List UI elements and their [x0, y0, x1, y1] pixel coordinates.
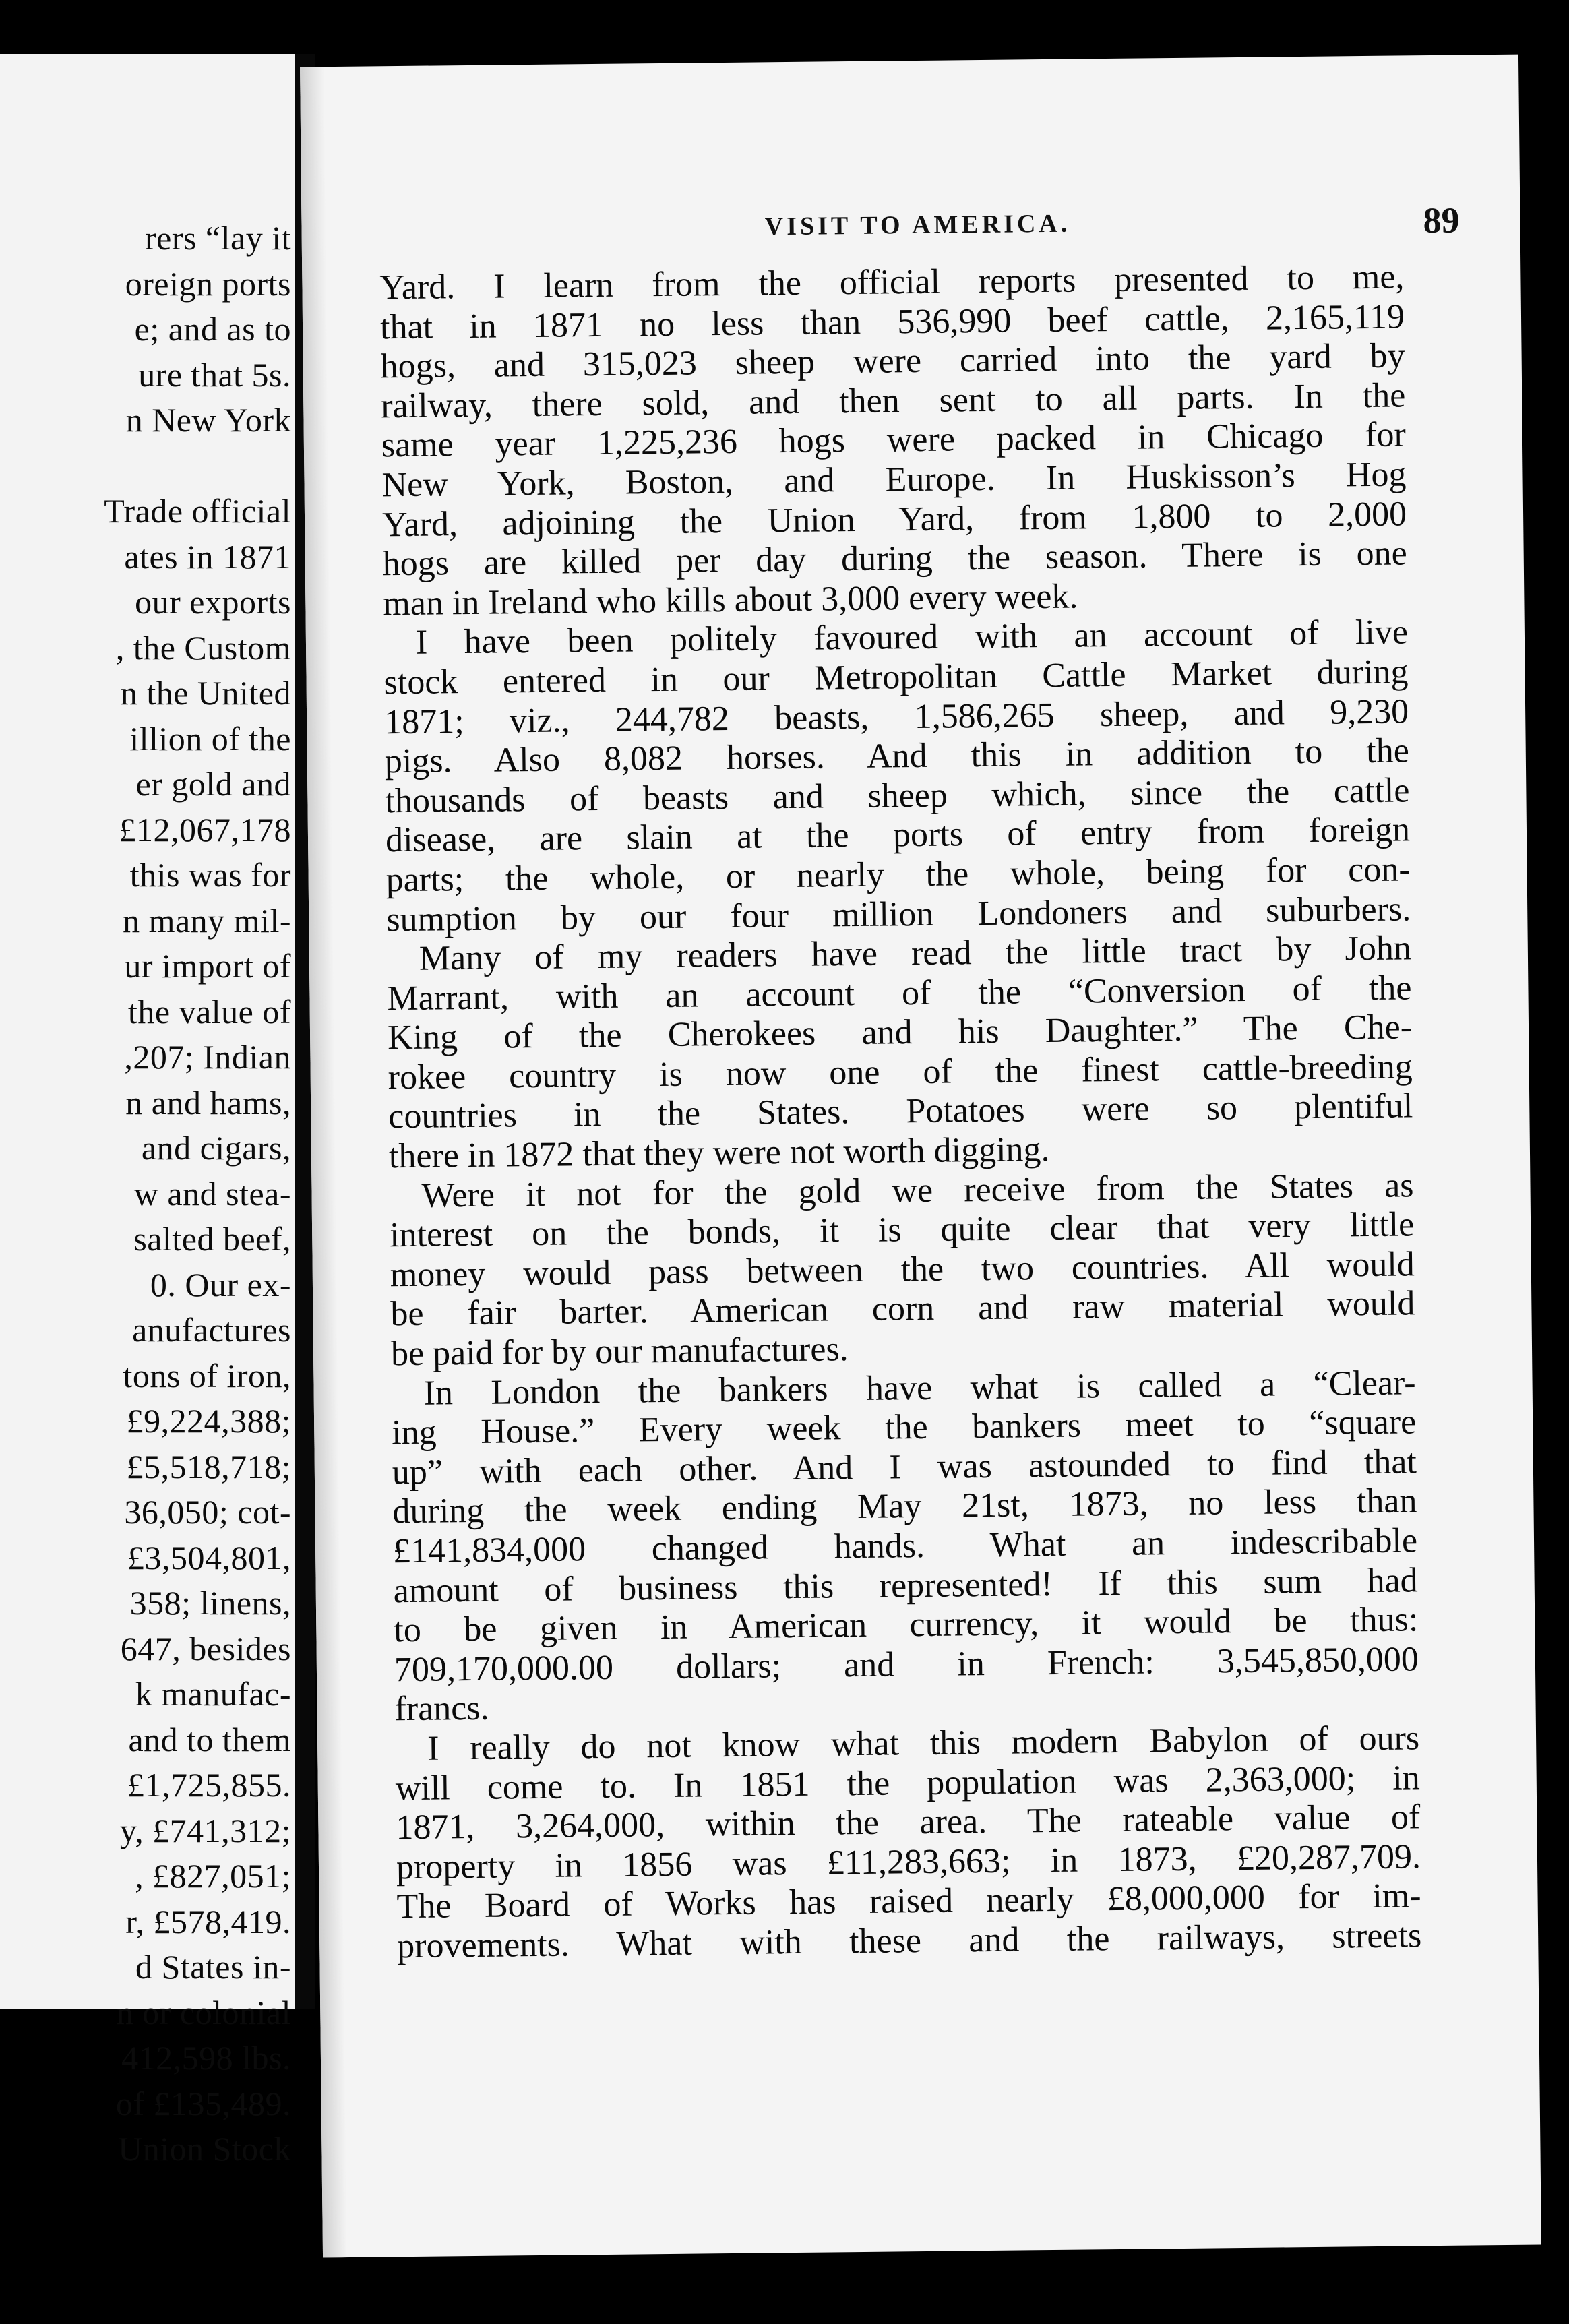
- text-line: stock entered in our Metropolitan Cattle Market during: [383, 652, 1409, 702]
- left-page-line: illion of the: [129, 719, 291, 758]
- text-line: ing House.” Every week the bankers meet to “square: [391, 1403, 1417, 1452]
- left-page-line: n the United: [120, 674, 291, 712]
- text-line: disease, are slain at the ports of entry from foreign: [385, 810, 1411, 860]
- left-page-line: £3,504,801,: [127, 1538, 291, 1577]
- text-line: there in 1872 that they were not worth digging.: [388, 1130, 1050, 1176]
- left-page-line: n New York: [125, 401, 291, 439]
- text-line: will come to. In 1851 the population was 2,363,000; in: [395, 1758, 1420, 1808]
- text-line: countries in the States. Potatoes were so plentiful: [388, 1087, 1413, 1136]
- running-head-title: VISIT TO AMERICA.: [764, 209, 1071, 241]
- text-line: railway, there sold, and then sent to all parts. In the: [381, 376, 1406, 426]
- left-page-line: 36,050; cot-: [124, 1493, 291, 1531]
- left-page-line: , the Custom: [115, 628, 291, 667]
- text-line: pigs. Also 8,082 horses. And this in addition to the: [384, 731, 1410, 781]
- text-line: during the week ending May 21st, 1873, no less than: [392, 1481, 1417, 1531]
- left-page-line: tons of iron,: [123, 1356, 291, 1395]
- left-page-line: and to them: [128, 1720, 291, 1759]
- text-line: same year 1,225,236 hogs were packed in Chicago for: [381, 415, 1407, 465]
- text-line: be fair barter. American corn and raw material would: [390, 1284, 1415, 1334]
- text-line: francs.: [394, 1689, 489, 1729]
- left-page-line: the value of: [127, 992, 291, 1031]
- left-page-line: 647, besides: [120, 1629, 291, 1668]
- left-page-line: y, £741,312;: [119, 1811, 291, 1849]
- text-line: 1871; viz., 244,782 beasts, 1,586,265 sheep, and 9,230: [383, 692, 1409, 741]
- left-page: [0, 54, 315, 2168]
- text-line: to be given in American currency, it would be thus:: [394, 1600, 1419, 1650]
- left-page-line: er gold and: [135, 765, 291, 803]
- left-page-line: d States in-: [135, 1948, 291, 1986]
- left-page-line: n many mil-: [123, 901, 291, 940]
- left-page-line: rers “lay it: [144, 219, 291, 257]
- text-line: money would pass between the two countries. All would: [390, 1245, 1415, 1295]
- left-page-line: £9,224,388;: [126, 1402, 291, 1440]
- text-line: Yard. I learn from the official reports presented to me,: [379, 257, 1405, 307]
- text-line: 709,170,000.00 dollars; and in French: 3,545,850,000: [394, 1640, 1419, 1690]
- left-page-line: and cigars,: [141, 1129, 291, 1167]
- left-page-line: anufactures: [132, 1311, 291, 1349]
- left-page-line: 0. Our ex-: [150, 1265, 291, 1304]
- text-line: rokee country is now one of the finest cattle-breeding: [388, 1047, 1413, 1097]
- left-page-line: this was for: [129, 856, 291, 894]
- text-line: The Board of Works has raised nearly £8,000,000 for im-: [396, 1876, 1421, 1926]
- left-page-line: of £135,489.: [115, 2084, 291, 2122]
- left-page-text: [0, 216, 291, 2172]
- running-head: [369, 200, 1467, 256]
- paragraph-first-line: I have been politely favoured with an account of live: [415, 613, 1409, 663]
- text-line: King of the Cherokees and his Daughter.” The Che-: [387, 1008, 1413, 1058]
- left-page-line: £5,518,718;: [126, 1447, 291, 1486]
- text-line: up” with each other. And I was astounded to find that: [392, 1442, 1417, 1492]
- text-line: hogs, and 315,023 sheep were carried into the yard by: [380, 336, 1405, 386]
- text-line: £141,834,000 changed hands. What an indescribable: [392, 1521, 1418, 1571]
- left-page-line: 358; linens,: [129, 1584, 291, 1622]
- left-page-line: 412,598 lbs.: [121, 2039, 291, 2077]
- left-page-line: Trade official: [104, 492, 291, 530]
- text-line: be paid for by our manufactures.: [390, 1330, 849, 1374]
- left-page-line: n and hams,: [125, 1083, 291, 1122]
- text-line: sumption by our four million Londoners and suburbers.: [386, 889, 1411, 939]
- text-line: provements. What with these and the railways, streets: [396, 1916, 1422, 1966]
- left-page-line: [0, 444, 291, 489]
- paragraph-first-line: Many of my readers have read the little tract by John: [419, 929, 1412, 978]
- page-number: 89: [1423, 200, 1460, 241]
- text-line: interest on the bonds, it is quite clear that very little: [389, 1205, 1415, 1255]
- text-line: hogs are killed per day during the season. There is one: [382, 534, 1407, 584]
- left-page-line: salted beef,: [133, 1220, 291, 1258]
- text-line: amount of business this represented! If this sum had: [393, 1560, 1418, 1610]
- left-page-line: our exports: [135, 583, 291, 621]
- text-line: property in 1856 was £11,283,663; in 1873, £20,287,709.: [396, 1837, 1421, 1887]
- text-line: Marrant, with an account of the “Conversion of the: [387, 969, 1412, 1018]
- left-page-line: £12,067,178: [119, 810, 291, 849]
- paragraph-first-line: In London the bankers have what is called a “Clear-: [423, 1363, 1416, 1413]
- left-page-line: e; and as to: [134, 310, 291, 348]
- text-line: that in 1871 no less than 536,990 beef cattle, 2,165,119: [379, 297, 1405, 346]
- text-line: parts; the whole, or nearly the whole, being for con-: [386, 850, 1411, 900]
- left-page-line: w and stea-: [133, 1174, 291, 1213]
- left-page-line: k manufac-: [135, 1675, 291, 1713]
- paragraph-first-line: I really do not know what this modern Babylon of ours: [427, 1719, 1420, 1768]
- left-page-line: ,207; Indian: [124, 1038, 291, 1076]
- text-line: man in Ireland who kills about 3,000 every week.: [383, 577, 1078, 623]
- body-text: [379, 257, 1421, 1966]
- left-page-line: ur import of: [124, 947, 291, 985]
- text-line: Yard, adjoining the Union Yard, from 1,800 to 2,000: [381, 494, 1407, 544]
- left-page-line: , £827,051;: [135, 1857, 291, 1895]
- left-page-line: ure that 5s.: [138, 355, 291, 394]
- text-line: 1871, 3,264,000, within the area. The rateable value of: [396, 1798, 1421, 1847]
- left-page-line: £1,725,855.: [127, 1766, 291, 1804]
- text-line: New York, Boston, and Europe. In Huskisson’s Hog: [381, 455, 1407, 505]
- left-page-line: oreign ports: [125, 264, 291, 303]
- left-page-line: Union Stock: [118, 2130, 291, 2168]
- paragraph-first-line: Were it not for the gold we receive from the States as: [421, 1166, 1414, 1215]
- left-page-line: r, £578,419.: [125, 1902, 291, 1940]
- left-page-line: n or colonial: [116, 1993, 291, 2031]
- left-page-line: ates in 1871: [124, 537, 291, 576]
- text-line: thousands of beasts and sheep which, since the cattle: [385, 771, 1410, 821]
- right-page: [300, 55, 1541, 2258]
